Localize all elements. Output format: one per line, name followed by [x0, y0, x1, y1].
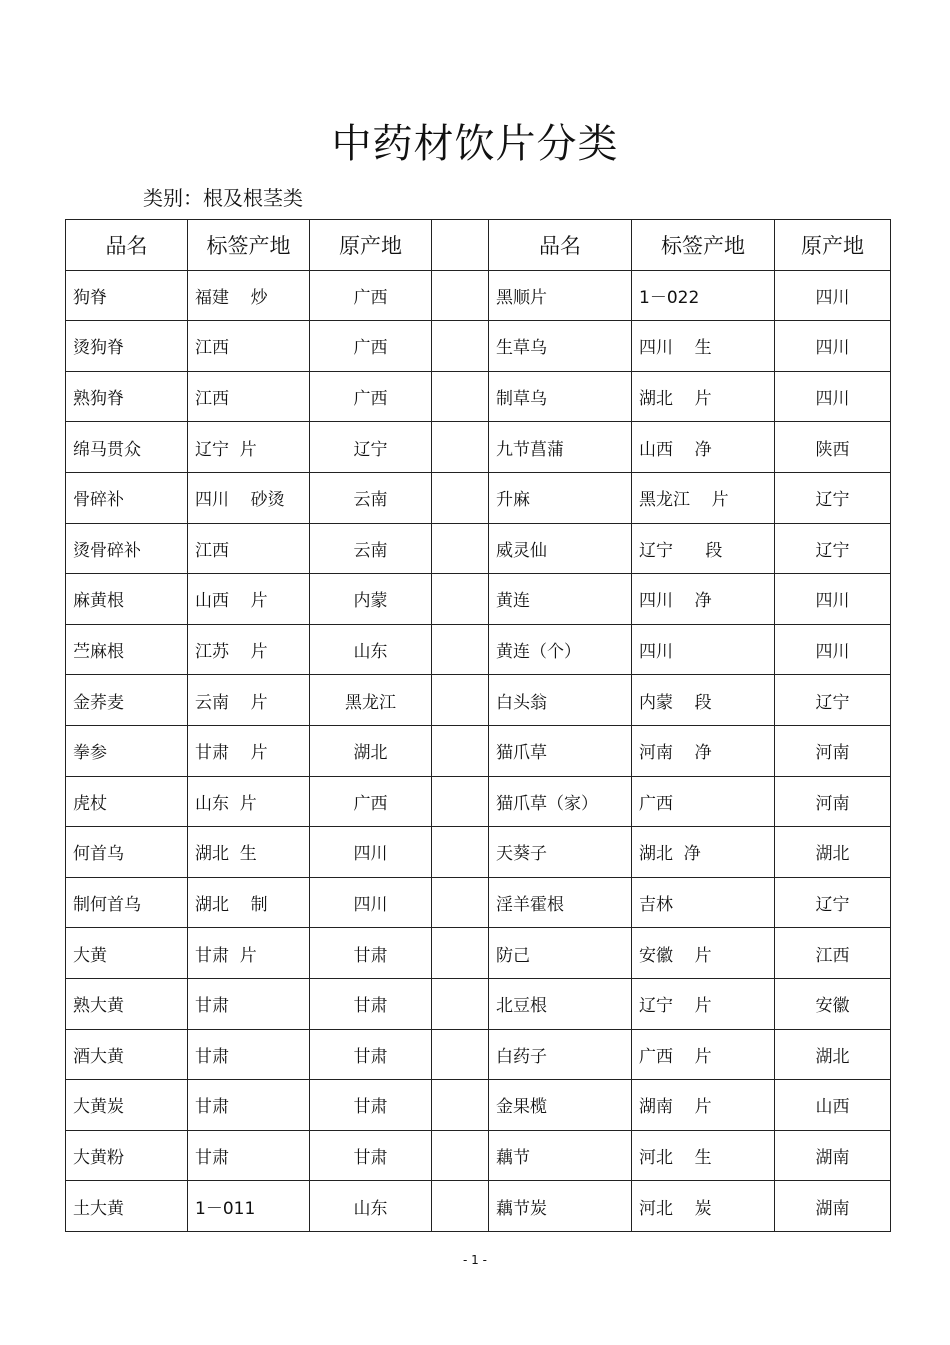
left-herb-name: 绵马贯众	[66, 422, 188, 473]
right-herb-label: 黑龙江 片	[632, 472, 775, 523]
table-row	[66, 472, 891, 523]
left-herb-origin: 甘肃	[310, 978, 432, 1029]
column-gap	[432, 523, 489, 574]
table-row	[66, 725, 891, 776]
left-herb-name: 大黄炭	[66, 1080, 188, 1131]
right-herb-origin: 安徽	[775, 978, 891, 1029]
right-herb-origin: 辽宁	[775, 523, 891, 574]
right-herb-label: 安徽 片	[632, 928, 775, 979]
column-gap	[432, 725, 489, 776]
left-herb-label: 甘肃 片	[188, 725, 310, 776]
left-header-label: 标签产地	[188, 220, 310, 271]
column-gap	[432, 675, 489, 726]
right-herb-name: 升麻	[489, 472, 632, 523]
right-header-name: 品名	[489, 220, 632, 271]
right-herb-label: 湖南 片	[632, 1080, 775, 1131]
right-herb-label: 四川 净	[632, 574, 775, 625]
right-herb-name: 九节菖蒲	[489, 422, 632, 473]
left-herb-origin: 云南	[310, 523, 432, 574]
left-herb-origin: 内蒙	[310, 574, 432, 625]
right-header-label: 标签产地	[632, 220, 775, 271]
left-herb-name: 苎麻根	[66, 624, 188, 675]
left-herb-label: 甘肃	[188, 1130, 310, 1181]
table-row	[66, 1080, 891, 1131]
left-herb-label: 山东 片	[188, 776, 310, 827]
right-herb-name: 制草乌	[489, 371, 632, 422]
table-row	[66, 270, 891, 321]
right-herb-label: 四川	[632, 624, 775, 675]
left-header-name: 品名	[66, 220, 188, 271]
left-herb-name: 烫骨碎补	[66, 523, 188, 574]
right-herb-name: 生草乌	[489, 321, 632, 372]
table-row	[66, 877, 891, 928]
column-gap	[432, 1181, 489, 1232]
right-herb-origin: 湖南	[775, 1181, 891, 1232]
right-herb-name: 金果榄	[489, 1080, 632, 1131]
table-row	[66, 978, 891, 1029]
right-herb-label: 吉林	[632, 877, 775, 928]
left-herb-origin: 云南	[310, 472, 432, 523]
right-herb-origin: 四川	[775, 321, 891, 372]
column-gap	[432, 422, 489, 473]
column-gap	[432, 1029, 489, 1080]
right-herb-origin: 辽宁	[775, 472, 891, 523]
right-herb-label: 辽宁 段	[632, 523, 775, 574]
left-herb-label: 江西	[188, 371, 310, 422]
left-herb-name: 制何首乌	[66, 877, 188, 928]
right-herb-origin: 陕西	[775, 422, 891, 473]
left-herb-origin: 山东	[310, 624, 432, 675]
page-title: 中药材饮片分类	[331, 121, 619, 167]
left-herb-origin: 甘肃	[310, 1080, 432, 1131]
left-herb-label: 四川 砂烫	[188, 472, 310, 523]
table-row	[66, 321, 891, 372]
left-herb-label: 湖北 生	[188, 827, 310, 878]
herb-table	[65, 219, 891, 1232]
column-gap	[432, 776, 489, 827]
column-gap	[432, 270, 489, 321]
left-herb-origin: 湖北	[310, 725, 432, 776]
right-herb-label: 河北 生	[632, 1130, 775, 1181]
left-herb-label: 1－011	[188, 1181, 310, 1232]
left-herb-name: 烫狗脊	[66, 321, 188, 372]
right-herb-origin: 辽宁	[775, 877, 891, 928]
left-header-origin: 原产地	[310, 220, 432, 271]
left-herb-name: 麻黄根	[66, 574, 188, 625]
table-header-row	[66, 220, 891, 271]
right-herb-label: 四川 生	[632, 321, 775, 372]
left-herb-label: 山西 片	[188, 574, 310, 625]
left-herb-label: 辽宁 片	[188, 422, 310, 473]
table-row	[66, 1181, 891, 1232]
right-herb-origin: 四川	[775, 371, 891, 422]
left-herb-origin: 广西	[310, 270, 432, 321]
left-herb-label: 甘肃	[188, 978, 310, 1029]
column-gap	[432, 928, 489, 979]
right-herb-origin: 四川	[775, 574, 891, 625]
table-row	[66, 1029, 891, 1080]
table-row	[66, 675, 891, 726]
right-herb-name: 黄连	[489, 574, 632, 625]
left-herb-name: 大黄	[66, 928, 188, 979]
column-gap	[432, 827, 489, 878]
left-herb-label: 甘肃	[188, 1029, 310, 1080]
right-herb-label: 广西 片	[632, 1029, 775, 1080]
right-herb-origin: 湖北	[775, 1029, 891, 1080]
right-herb-label: 湖北 净	[632, 827, 775, 878]
column-gap	[432, 472, 489, 523]
right-herb-name: 淫羊霍根	[489, 877, 632, 928]
left-herb-origin: 广西	[310, 321, 432, 372]
table-row	[66, 776, 891, 827]
right-herb-name: 白头翁	[489, 675, 632, 726]
left-herb-origin: 广西	[310, 371, 432, 422]
left-herb-origin: 黑龙江	[310, 675, 432, 726]
column-gap	[432, 574, 489, 625]
left-herb-label: 江苏 片	[188, 624, 310, 675]
right-herb-origin: 四川	[775, 270, 891, 321]
left-herb-origin: 四川	[310, 827, 432, 878]
right-herb-origin: 湖南	[775, 1130, 891, 1181]
column-gap	[432, 877, 489, 928]
left-herb-origin: 甘肃	[310, 1029, 432, 1080]
right-herb-label: 河南 净	[632, 725, 775, 776]
table-row	[66, 574, 891, 625]
left-herb-name: 骨碎补	[66, 472, 188, 523]
right-herb-name: 黑顺片	[489, 270, 632, 321]
column-gap	[432, 978, 489, 1029]
column-gap	[432, 371, 489, 422]
right-herb-name: 猫爪草	[489, 725, 632, 776]
column-gap	[432, 624, 489, 675]
left-herb-origin: 甘肃	[310, 928, 432, 979]
page-number: - 1 -	[463, 1253, 487, 1267]
table-row	[66, 827, 891, 878]
left-herb-name: 土大黄	[66, 1181, 188, 1232]
right-herb-name: 北豆根	[489, 978, 632, 1029]
right-herb-name: 藕节炭	[489, 1181, 632, 1232]
left-herb-name: 虎杖	[66, 776, 188, 827]
left-herb-name: 何首乌	[66, 827, 188, 878]
right-herb-label: 1－022	[632, 270, 775, 321]
left-herb-origin: 四川	[310, 877, 432, 928]
left-herb-label: 甘肃 片	[188, 928, 310, 979]
table-row	[66, 422, 891, 473]
right-herb-name: 黄连（个）	[489, 624, 632, 675]
left-herb-name: 金荞麦	[66, 675, 188, 726]
left-herb-name: 熟狗脊	[66, 371, 188, 422]
right-herb-origin: 四川	[775, 624, 891, 675]
left-herb-name: 大黄粉	[66, 1130, 188, 1181]
right-herb-origin: 湖北	[775, 827, 891, 878]
right-herb-label: 山西 净	[632, 422, 775, 473]
right-herb-name: 威灵仙	[489, 523, 632, 574]
table-row	[66, 928, 891, 979]
right-herb-name: 猫爪草（家）	[489, 776, 632, 827]
left-herb-origin: 辽宁	[310, 422, 432, 473]
right-herb-origin: 辽宁	[775, 675, 891, 726]
right-herb-name: 天葵子	[489, 827, 632, 878]
category-label: 类别：根及根茎类	[143, 186, 303, 210]
right-herb-origin: 河南	[775, 725, 891, 776]
left-herb-origin: 广西	[310, 776, 432, 827]
right-herb-origin: 江西	[775, 928, 891, 979]
right-herb-label: 广西	[632, 776, 775, 827]
table-row	[66, 371, 891, 422]
right-header-origin: 原产地	[775, 220, 891, 271]
herb-table-body	[66, 270, 891, 1231]
left-herb-name: 狗脊	[66, 270, 188, 321]
right-herb-label: 内蒙 段	[632, 675, 775, 726]
right-herb-name: 防己	[489, 928, 632, 979]
column-gap	[432, 220, 489, 271]
table-row	[66, 624, 891, 675]
left-herb-origin: 甘肃	[310, 1130, 432, 1181]
left-herb-label: 云南 片	[188, 675, 310, 726]
left-herb-label: 江西	[188, 321, 310, 372]
left-herb-origin: 山东	[310, 1181, 432, 1232]
left-herb-name: 拳参	[66, 725, 188, 776]
right-herb-origin: 河南	[775, 776, 891, 827]
right-herb-name: 白药子	[489, 1029, 632, 1080]
table-row	[66, 523, 891, 574]
left-herb-label: 湖北 制	[188, 877, 310, 928]
left-herb-name: 酒大黄	[66, 1029, 188, 1080]
table-row	[66, 1130, 891, 1181]
column-gap	[432, 321, 489, 372]
right-herb-origin: 山西	[775, 1080, 891, 1131]
left-herb-label: 甘肃	[188, 1080, 310, 1131]
column-gap	[432, 1130, 489, 1181]
right-herb-name: 藕节	[489, 1130, 632, 1181]
left-herb-name: 熟大黄	[66, 978, 188, 1029]
left-herb-label: 福建 炒	[188, 270, 310, 321]
right-herb-label: 辽宁 片	[632, 978, 775, 1029]
right-herb-label: 湖北 片	[632, 371, 775, 422]
left-herb-label: 江西	[188, 523, 310, 574]
column-gap	[432, 1080, 489, 1131]
right-herb-label: 河北 炭	[632, 1181, 775, 1232]
